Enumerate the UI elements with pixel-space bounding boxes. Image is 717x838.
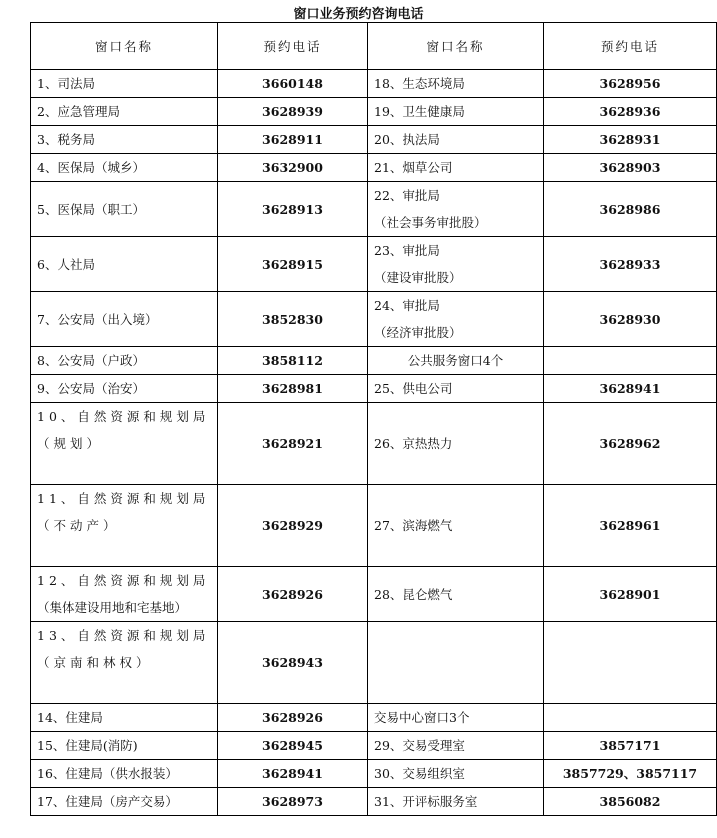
table-row [31, 70, 717, 98]
window-name: 18、生态环境局 [368, 70, 544, 98]
window-name-two-line [31, 567, 218, 622]
window-name: 17、住建局（房产交易） [31, 788, 218, 816]
window-name-line-1: 11、自然资源和规划局 [37, 491, 210, 506]
phone-number: 3628941 [218, 760, 368, 788]
phone-number: 3628913 [218, 182, 368, 237]
window-name: 6、人社局 [31, 237, 218, 292]
table-row [31, 98, 717, 126]
window-name-line-2: （建设审批股） [374, 270, 462, 285]
table-row [31, 704, 717, 732]
table-row [31, 567, 717, 622]
window-name: 28、昆仑燃气 [368, 567, 544, 622]
header-window-name-left: 窗口名称 [31, 23, 218, 70]
window-name-line-2: （京南和林权） [37, 655, 153, 670]
phone-number: 3660148 [218, 70, 368, 98]
window-name: 2、应急管理局 [31, 98, 218, 126]
window-name: 31、开评标服务室 [368, 788, 544, 816]
phone-number: 3856082 [544, 788, 717, 816]
window-name: 26、京热热力 [368, 403, 544, 485]
phone-number: 3628931 [544, 126, 717, 154]
phone-number: 3628911 [218, 126, 368, 154]
phone-number: 3628945 [218, 732, 368, 760]
phone-number: 3857729、3857117 [544, 760, 717, 788]
window-name-line-2: （不动产） [37, 518, 120, 533]
header-window-name-right: 窗口名称 [368, 23, 544, 70]
phone-number: 3628926 [218, 567, 368, 622]
table-row [31, 403, 717, 485]
window-name: 21、烟草公司 [368, 154, 544, 182]
phone-number: 3628973 [218, 788, 368, 816]
table-row [31, 154, 717, 182]
window-name: 19、卫生健康局 [368, 98, 544, 126]
window-name: 5、医保局（职工） [31, 182, 218, 237]
table-row [31, 788, 717, 816]
table-row [31, 182, 717, 237]
table-header-row [31, 23, 717, 70]
phone-number [544, 704, 717, 732]
window-name: 7、公安局（出入境） [31, 292, 218, 347]
table-row [31, 292, 717, 347]
window-name-line-2: （社会事务审批股） [374, 215, 487, 230]
window-name-two-line [368, 182, 544, 237]
window-name-line-1: 12、自然资源和规划局 [37, 573, 210, 588]
table-row [31, 622, 717, 704]
window-name-line-1: 23、审批局 [374, 243, 440, 258]
window-name: 3、税务局 [31, 126, 218, 154]
window-name-line-1: 24、审批局 [374, 298, 440, 313]
phone-number: 3628929 [218, 485, 368, 567]
table-row [31, 760, 717, 788]
phone-number: 3628936 [544, 98, 717, 126]
phone-number: 3858112 [218, 347, 368, 375]
window-name: 9、公安局（治安） [31, 375, 218, 403]
window-name: 30、交易组织室 [368, 760, 544, 788]
page-title: 窗口业务预约咨询电话 [293, 7, 424, 22]
phone-number: 3628962 [544, 403, 717, 485]
phone-number: 3628986 [544, 182, 717, 237]
phone-number [544, 347, 717, 375]
phone-number: 3628961 [544, 485, 717, 567]
table-row [31, 375, 717, 403]
section-label: 交易中心窗口3个 [368, 704, 544, 732]
window-name: 14、住建局 [31, 704, 218, 732]
window-name-line-1: 10、自然资源和规划局 [37, 409, 210, 424]
window-name-line-2: （集体建设用地和宅基地） [37, 600, 188, 615]
window-name: 15、住建局(消防) [31, 732, 218, 760]
window-name [368, 622, 544, 704]
window-name: 27、滨海燃气 [368, 485, 544, 567]
section-label: 公共服务窗口4个 [368, 347, 544, 375]
window-name-line-1: 13、自然资源和规划局 [37, 628, 210, 643]
window-name: 4、医保局（城乡） [31, 154, 218, 182]
table-row [31, 237, 717, 292]
table-row [31, 126, 717, 154]
window-name: 20、执法局 [368, 126, 544, 154]
window-name: 8、公安局（户政） [31, 347, 218, 375]
window-name-two-line [368, 292, 544, 347]
table-row [31, 485, 717, 567]
phone-number: 3628943 [218, 622, 368, 704]
phone-number: 3857171 [544, 732, 717, 760]
phone-number: 3632900 [218, 154, 368, 182]
window-name-two-line [368, 237, 544, 292]
phone-number: 3628956 [544, 70, 717, 98]
window-name-two-line [31, 485, 218, 567]
window-name-line-2: （规划） [37, 436, 104, 451]
header-phone-right: 预约电话 [544, 23, 717, 70]
window-name: 16、住建局（供水报装） [31, 760, 218, 788]
window-name-line-1: 22、审批局 [374, 188, 440, 203]
phone-number: 3628930 [544, 292, 717, 347]
window-name-two-line [31, 403, 218, 485]
phone-number: 3628915 [218, 237, 368, 292]
window-name: 29、交易受理室 [368, 732, 544, 760]
phone-number: 3852830 [218, 292, 368, 347]
table-row [31, 732, 717, 760]
phone-number [544, 622, 717, 704]
phone-number: 3628901 [544, 567, 717, 622]
phone-number: 3628941 [544, 375, 717, 403]
window-name: 1、司法局 [31, 70, 218, 98]
phone-table [30, 22, 717, 816]
window-name: 25、供电公司 [368, 375, 544, 403]
table-row [31, 347, 717, 375]
window-name-two-line [31, 622, 218, 704]
phone-number: 3628981 [218, 375, 368, 403]
phone-number: 3628933 [544, 237, 717, 292]
phone-number: 3628921 [218, 403, 368, 485]
phone-number: 3628939 [218, 98, 368, 126]
header-phone-left: 预约电话 [218, 23, 368, 70]
window-name-line-2: （经济审批股） [374, 325, 462, 340]
phone-number: 3628926 [218, 704, 368, 732]
phone-number: 3628903 [544, 154, 717, 182]
